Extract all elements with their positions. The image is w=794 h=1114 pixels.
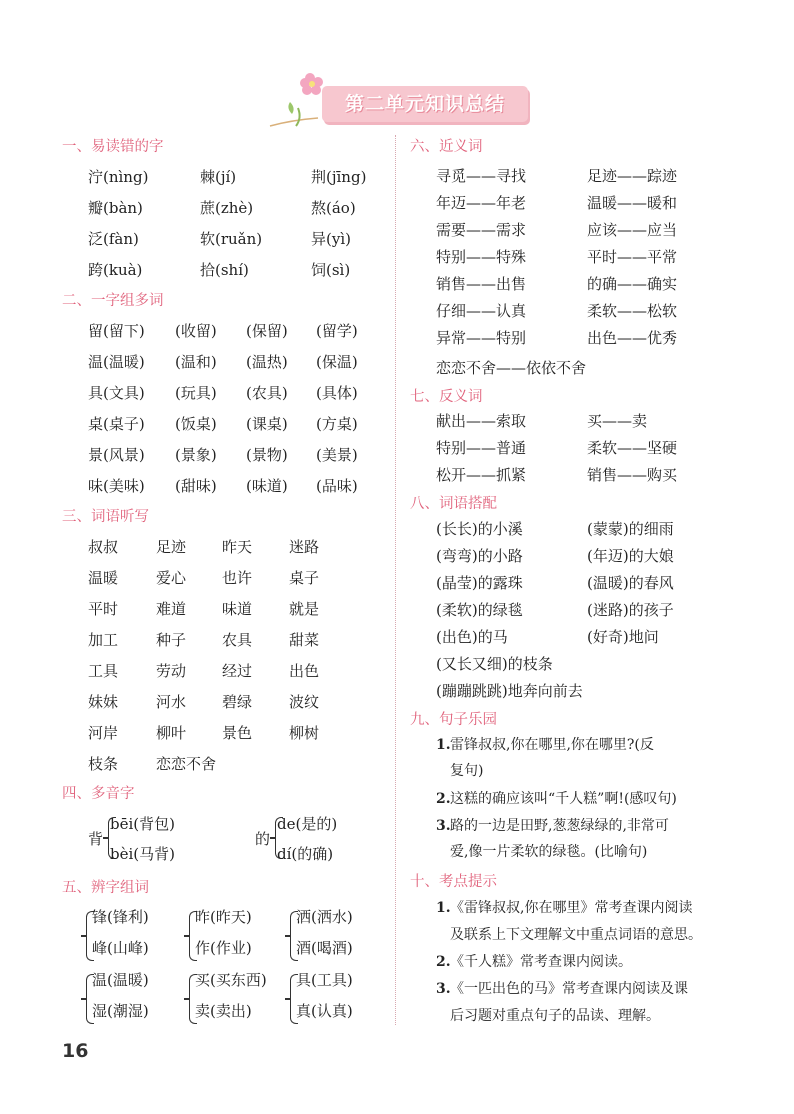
synonym-pair: 异常——特别 [436,329,527,347]
section-heading: 八、词语搭配 [410,496,497,512]
dictation-word: 景色 [222,724,253,742]
distinguish-item: 湿(潮湿) [92,1002,149,1020]
dictation-word: 难道 [156,600,187,618]
collocation-item: (好奇)地问 [587,628,659,646]
word-group-item: (方桌) [316,415,358,433]
section-heading: 七、反义词 [410,389,483,405]
collocation-item: (迷路)的孩子 [587,601,674,619]
banner-box [322,86,528,122]
distinguish-item: 锋(锋利) [92,908,149,926]
sentence-text: 复句) [450,763,484,779]
word-group-item: (品味) [316,477,358,495]
dictation-word: 出色 [289,662,320,680]
synonym-pair: 年迈——年老 [436,194,527,212]
pinyin-item: 蔗(zhè) [200,199,254,217]
page-number: 16 [62,1040,89,1062]
distinguish-item: 买(买东西) [195,971,267,989]
exam-tip-text: 及联系上下文理解文中重点词语的意思。 [450,927,702,943]
dictation-word: 河岸 [88,724,119,742]
dictation-word: 碧绿 [222,693,253,711]
dictation-word: 农具 [222,631,253,649]
section-heading: 二、一字组多词 [62,293,164,309]
collocation-item: (晶莹)的露珠 [436,574,523,592]
word-group-item: (课桌) [246,415,288,433]
polyphone-char: 背 [88,830,104,848]
dictation-word: 劳动 [156,662,187,680]
word-group-item: 景(风景) [88,446,145,464]
synonym-pair: 仔细——认真 [436,302,527,320]
word-group-item: 味(美味) [88,477,145,495]
distinguish-item: 温(温暖) [92,971,149,989]
section-heading: 六、近义词 [410,139,483,155]
brace-point [285,998,290,1000]
column-divider [395,135,396,1025]
word-group-item: (保留) [246,322,288,340]
word-group-item: (收留) [175,322,217,340]
exam-tip-number: 3. [436,981,451,997]
synonym-pair: 需要——需求 [436,221,527,239]
distinguish-item: 昨(昨天) [195,908,252,926]
dictation-word: 迷路 [289,538,320,556]
exam-tip-text: 后习题对重点句子的品读、理解。 [450,1008,660,1024]
word-group-item: 桌(桌子) [88,415,145,433]
antonym-pair: 特别——普通 [436,439,527,457]
dictation-word: 柳叶 [156,724,187,742]
dictation-word: 种子 [156,631,187,649]
antonym-pair: 献出——索取 [436,412,527,430]
dictation-word: 工具 [88,662,119,680]
polyphone-reading: bèi(马背) [110,845,175,863]
distinguish-item: 洒(洒水) [296,908,353,926]
distinguish-item: 酒(喝酒) [296,939,353,957]
collocation-item: (温暖)的春风 [587,574,674,592]
word-group-item: (具体) [316,384,358,402]
antonym-pair: 买——卖 [587,412,648,430]
collocation-item: (又长又细)的枝条 [436,655,553,673]
exam-tip-text: 《千人糕》常考查课内阅读。 [450,954,632,970]
sentence-text: 这糕的确应该叫“千人糕”啊!(感叹句) [450,791,677,807]
distinguish-item: 真(认真) [296,1002,353,1020]
pinyin-item: 饲(sì) [311,261,351,279]
antonym-pair: 柔软——坚硬 [587,439,678,457]
word-group-item: (景象) [175,446,217,464]
word-group-item: 具(文具) [88,384,145,402]
dictation-word: 爱心 [156,569,187,587]
exam-tip-text: 《雷锋叔叔,你在哪里》常考查课内阅读 [450,900,693,916]
dictation-word: 波纹 [289,693,320,711]
synonym-pair: 销售——出售 [436,275,527,293]
dictation-word: 桌子 [289,569,320,587]
pinyin-item: 泞(nìng) [88,168,149,186]
sentence-number: 3. [436,818,451,834]
sentence-number: 2. [436,791,451,807]
exam-tip-number: 2. [436,954,451,970]
word-group-item: (留学) [316,322,358,340]
synonym-pair: 应该——应当 [587,221,678,239]
exam-tip-text: 《一匹出色的马》常考查课内阅读及课 [450,981,688,997]
title-banner [262,68,542,130]
sentence-number: 1. [436,737,451,753]
polyphone-reading: dí(的确) [277,845,334,863]
polyphone-reading: de(是的) [277,815,338,833]
word-group-item: (味道) [246,477,288,495]
dictation-word: 足迹 [156,538,187,556]
section-heading: 四、多音字 [62,786,135,802]
dictation-word: 甜菜 [289,631,320,649]
brace-point [103,837,108,839]
dictation-word: 平时 [88,600,119,618]
dictation-word: 河水 [156,693,187,711]
brace-point [81,935,86,937]
page-title: 第二单元知识总结 [344,93,505,115]
dictation-word: 就是 [289,600,320,618]
word-group-item: (甜味) [175,477,217,495]
pinyin-item: 软(ruǎn) [200,230,263,248]
dictation-word: 昨天 [222,538,253,556]
distinguish-item: 峰(山峰) [92,939,149,957]
synonym-pair: 温暖——暖和 [587,194,678,212]
synonym-pair: 足迹——踪迹 [587,167,678,185]
brace-point [81,998,86,1000]
collocation-item: (柔软)的绿毯 [436,601,523,619]
brace-point [285,935,290,937]
antonym-pair: 销售——购买 [587,466,678,484]
pinyin-item: 棘(jí) [200,168,237,186]
dictation-word: 温暖 [88,569,119,587]
word-group-item: (美景) [316,446,358,464]
word-group-item: (玩具) [175,384,217,402]
antonym-pair: 松开——抓紧 [436,466,527,484]
word-group-item: (温热) [246,353,288,371]
brace-point [184,935,189,937]
word-group-item: (农具) [246,384,288,402]
collocation-item: (蹦蹦跳跳)地奔向前去 [436,682,583,700]
polyphone-char: 的 [255,830,271,848]
word-group-item: (景物) [246,446,288,464]
collocation-item: (蒙蒙)的细雨 [587,520,674,538]
pinyin-item: 荆(jīng) [311,168,367,186]
synonym-pair: 平时——平常 [587,248,678,266]
dictation-word: 加工 [88,631,119,649]
exam-tip-number: 1. [436,900,451,916]
distinguish-item: 卖(卖出) [195,1002,252,1020]
dictation-word: 味道 [222,600,253,618]
pinyin-item: 熬(áo) [311,199,356,217]
section-heading: 三、词语听写 [62,509,149,525]
pinyin-item: 拾(shí) [200,261,249,279]
polyphone-reading: bēi(背包) [110,815,175,833]
dictation-word: 柳树 [289,724,320,742]
word-group-item: 温(温暖) [88,353,145,371]
collocation-item: (年迈)的大娘 [587,547,674,565]
dictation-word: 妹妹 [88,693,119,711]
synonym-pair: 恋恋不舍——依依不舍 [436,359,587,377]
collocation-item: (弯弯)的小路 [436,547,523,565]
section-heading: 一、易读错的字 [62,139,164,155]
sentence-text: 路的一边是田野,葱葱绿绿的,非常可 [450,818,669,834]
sentence-text: 爱,像一片柔软的绿毯。(比喻句) [450,844,648,860]
dictation-word: 叔叔 [88,538,119,556]
pinyin-item: 异(yì) [311,230,351,248]
brace-point [270,837,275,839]
collocation-item: (长长)的小溪 [436,520,523,538]
sentence-text: 雷锋叔叔,你在哪里,你在哪里?(反 [450,737,654,753]
pinyin-item: 泛(fàn) [88,230,139,248]
dictation-word: 经过 [222,662,253,680]
pinyin-item: 跨(kuà) [88,261,143,279]
synonym-pair: 柔软——松软 [587,302,678,320]
section-heading: 十、考点提示 [410,874,497,890]
synonym-pair: 寻觅——寻找 [436,167,527,185]
synonym-pair: 出色——优秀 [587,329,678,347]
word-group-item: 留(留下) [88,322,145,340]
brace-point [184,998,189,1000]
word-group-item: (保温) [316,353,358,371]
collocation-item: (出色)的马 [436,628,508,646]
word-group-item: (温和) [175,353,217,371]
distinguish-item: 具(工具) [296,971,353,989]
dictation-word: 也许 [222,569,253,587]
section-heading: 九、句子乐园 [410,712,497,728]
dictation-word: 枝条 [88,755,119,773]
synonym-pair: 特别——特殊 [436,248,527,266]
distinguish-item: 作(作业) [195,939,252,957]
word-group-item: (饭桌) [175,415,217,433]
synonym-pair: 的确——确实 [587,275,678,293]
pinyin-item: 瓣(bàn) [88,199,143,217]
dictation-word: 恋恋不舍 [156,755,217,773]
section-heading: 五、辨字组词 [62,880,149,896]
